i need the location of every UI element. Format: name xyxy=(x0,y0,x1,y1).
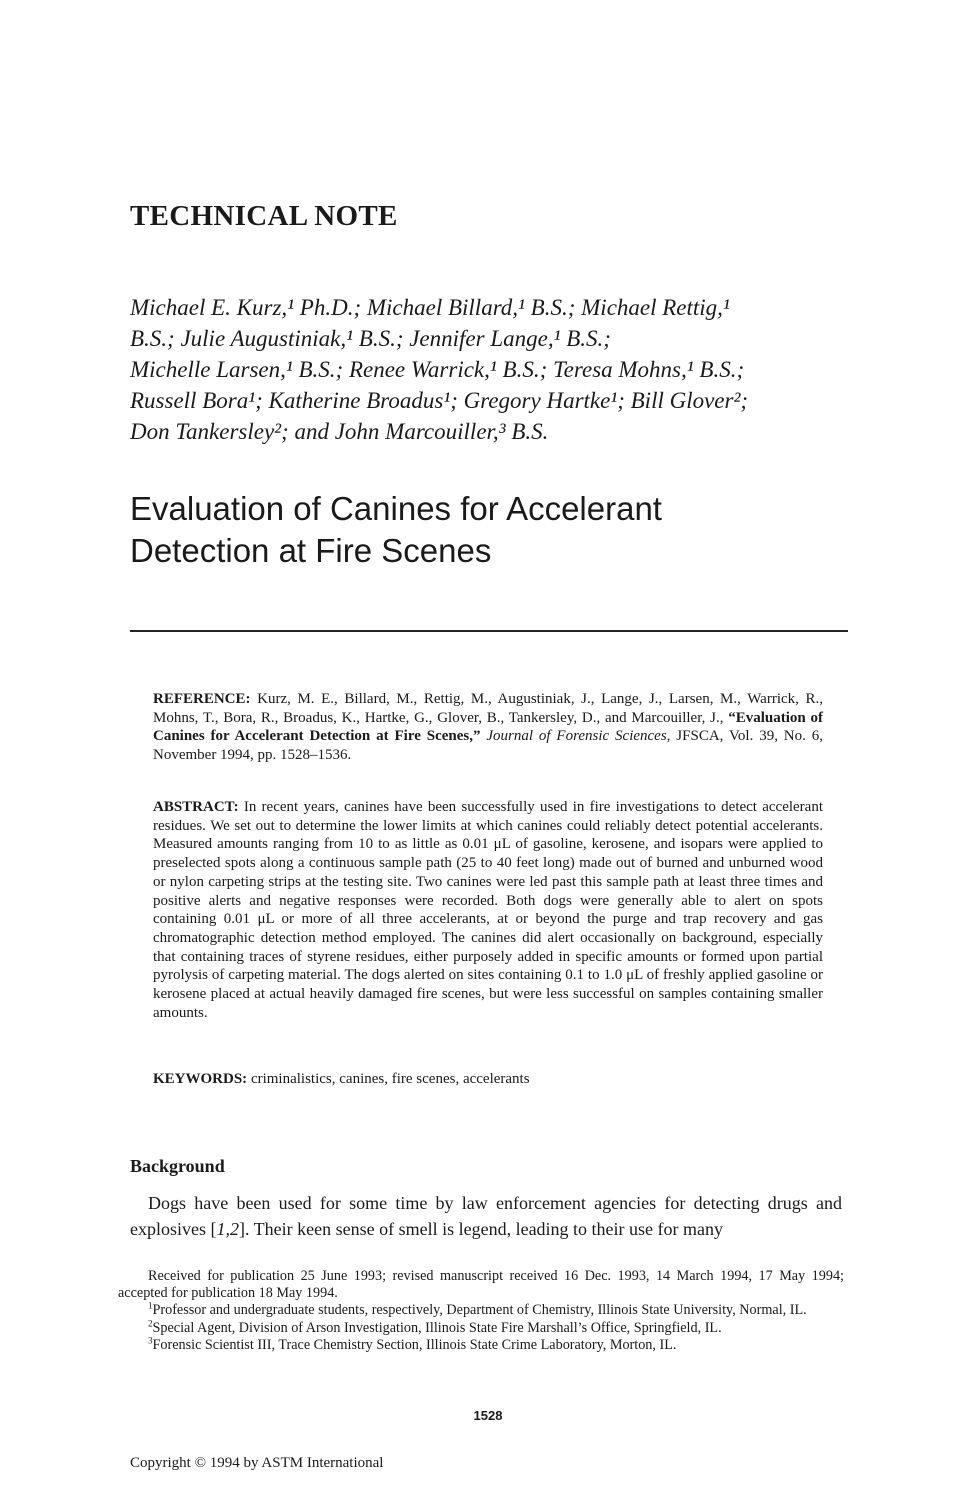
author-line: Michelle Larsen,¹ B.S.; Renee Warrick,¹ B.S.; Teresa Mohns,¹ B.S.; xyxy=(130,357,745,382)
footnote-mark: 3 xyxy=(148,1335,153,1346)
author-line: B.S.; Julie Augustiniak,¹ B.S.; Jennifer Lange,¹ B.S.; xyxy=(130,326,611,351)
footnote-text: Forensic Scientist III, Trace Chemistry Section, Illinois State Crime Laboratory, Morton, IL. xyxy=(152,1336,677,1353)
title-divider xyxy=(130,630,848,632)
footnote-3 xyxy=(118,1337,844,1354)
author-line: Russell Bora¹; Katherine Broadus¹; Gregory Hartke¹; Bill Glover²; xyxy=(130,388,749,413)
body-text: Dogs have been used for some time by law enforcement agencies for detecting drugs and explosives [ xyxy=(130,1193,842,1239)
keywords-text: criminalistics, canines, fire scenes, accelerants xyxy=(247,1071,530,1087)
abstract-text: In recent years, canines have been successfully used in fire investigations to detect accelerant residues. We set out to determine the lower limits at which canines could reliably detect potential accelerants. Measured amounts ranging from 10 to as little as 0.01 μL of gasoline, kerosene, and isopars were applied to preselected spots along a continuous sample path (25 to 40 feet long) made out of burned and unburned wood or nylon carpeting strips at the testing site. Two canines were led past this sample path at least three times and positive alerts and negative responses were recorded. Both dogs were generally able to alert on spots containing 0.01 μL or more of all three accelerants, at or beyond the purge and trap recovery and gas chromatographic detection method employed. The canines did alert occasionally on background, especially that containing traces of styrene residues, either purposely added in specific amounts or formed upon partial pyrolysis of carpeting material. The dogs alerted on sites containing 0.1 to 1.0 μL of freshly applied gasoline or kerosene placed at actual heavily damaged fire scenes, but were less successful on samples containing smaller amounts. xyxy=(153,799,823,1021)
reference-article-title: “Evaluation of Canines for Accelerant Detection at Fire Scenes,” xyxy=(153,709,823,745)
citation-refs[interactable]: 1,2 xyxy=(216,1219,239,1239)
keywords-paragraph xyxy=(153,1070,823,1089)
reference-paragraph xyxy=(153,690,823,765)
footnote-1 xyxy=(118,1302,844,1319)
reference-label: REFERENCE: xyxy=(153,691,251,707)
title-line: Detection at Fire Scenes xyxy=(130,532,492,569)
footnote-mark: 1 xyxy=(148,1300,153,1311)
footnote-received: Received for publication 25 June 1993; revised manuscript received 16 Dec. 1993, 14 March 1994, 17 May 1994; accepted for publication 18 May 1994. xyxy=(118,1268,844,1302)
body-text: ]. Their keen sense of smell is legend, leading to their use for many xyxy=(238,1219,724,1239)
reference-details: JFSCA, Vol. 39, No. 6, November 1994, pp. 1528–1536. xyxy=(153,728,824,764)
copyright-notice: Copyright © 1994 by ASTM International xyxy=(130,1455,384,1471)
footnote-text: Special Agent, Division of Arson Investigation, Illinois State Fire Marshall’s Office, Springfield, IL. xyxy=(152,1319,722,1336)
author-list xyxy=(130,292,850,447)
title-line: Evaluation of Canines for Accelerant xyxy=(130,490,662,527)
abstract-paragraph xyxy=(153,798,823,1022)
page-number: 1528 xyxy=(473,1408,503,1423)
abstract-label: ABSTRACT: xyxy=(153,799,239,815)
footnote-text: Professor and undergraduate students, respectively, Department of Chemistry, Illinois State University, Normal, IL. xyxy=(152,1302,807,1319)
author-line: Don Tankersley²; and John Marcouiller,³ B.S. xyxy=(130,419,549,444)
footnotes xyxy=(118,1268,844,1354)
keywords-label: KEYWORDS: xyxy=(153,1071,248,1087)
section-label: TECHNICAL NOTE xyxy=(130,200,398,232)
author-line: Michael E. Kurz,¹ Ph.D.; Michael Billard,¹ B.S.; Michael Rettig,¹ xyxy=(130,295,730,320)
background-heading: Background xyxy=(130,1156,225,1176)
reference-journal: Journal of Forensic Sciences, xyxy=(480,728,671,745)
reference-authors: Kurz, M. E., Billard, M., Rettig, M., Augustiniak, J., Lange, J., Larsen, M., Warrick, R., Mohns, T., Bora, R., Broadus, K., Hartke, G., Glover, B., Tankersley, D., and Marcouiller, J., xyxy=(153,691,823,726)
article-title xyxy=(130,488,850,572)
background-paragraph xyxy=(130,1190,842,1242)
footnote-mark: 2 xyxy=(148,1317,153,1328)
footnote-2 xyxy=(118,1317,844,1337)
